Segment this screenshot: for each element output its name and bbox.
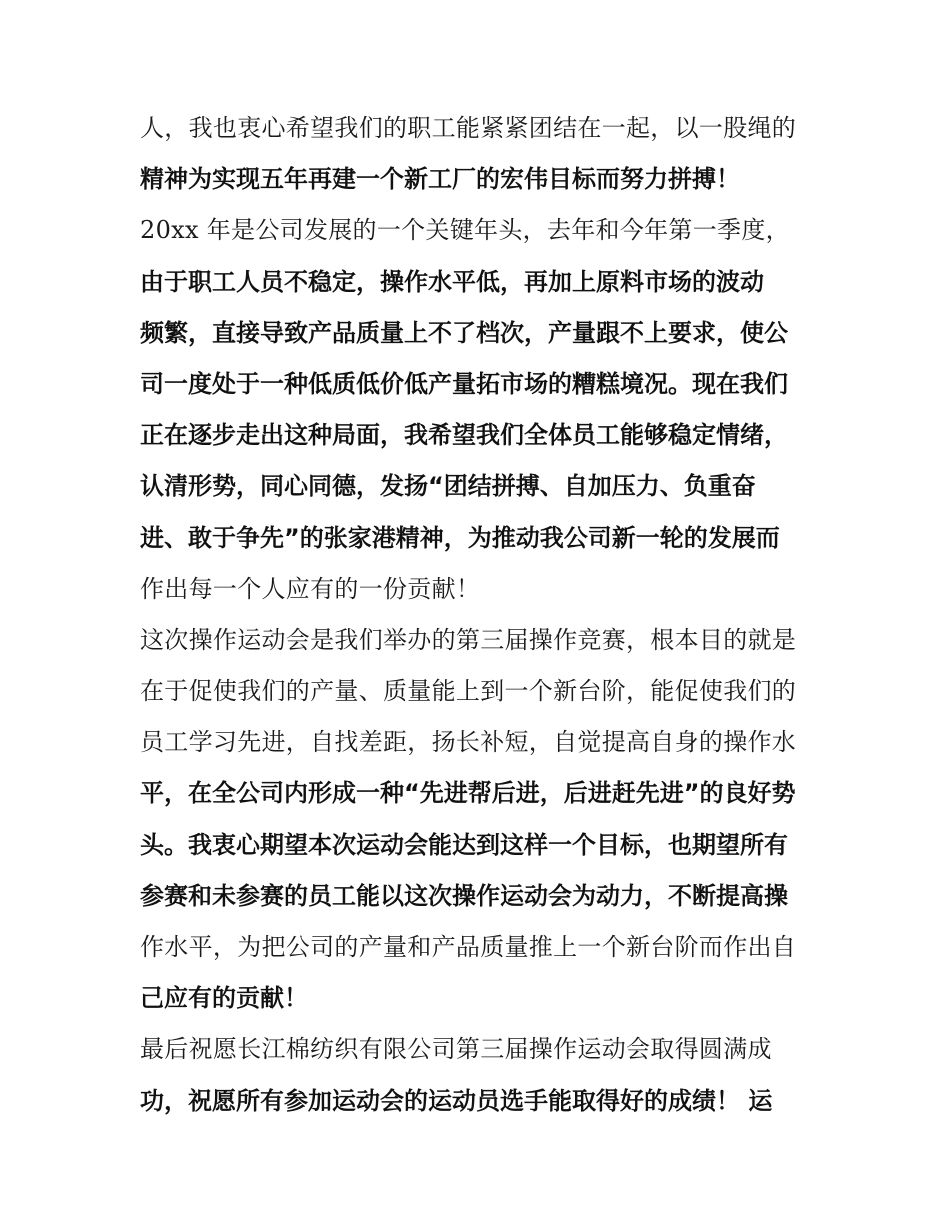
text-line: 在于促使我们的产量、质量能上到一个新台阶，能促使我们的 — [140, 677, 797, 706]
text-line: 作出每一个人应有的一份贡献！ — [140, 574, 481, 603]
text-line: 正在逐步走出这种局面，我希望我们全体员工能够稳定情绪， — [140, 421, 788, 450]
text-line: 员工学习先进，自找差距，扬长补短，自觉提高自身的操作水 — [140, 728, 797, 757]
text-line: 进、敢于争先”的张家港精神，为推动我公司新一轮的发展而 — [140, 523, 780, 552]
text-line: 己应有的贡献！ — [140, 984, 308, 1013]
text-line: 最后祝愿长江棉纺织有限公司第三届操作运动会取得圆满成 — [140, 1035, 772, 1064]
text-line: 头。我衷心期望本次运动会能达到这样一个目标，也期望所有 — [140, 830, 788, 859]
text-line: 这次操作运动会是我们举办的第三届操作竞赛，根本目的就是 — [140, 625, 797, 654]
text-line: 作水平，为把公司的产量和产品质量推上一个新台阶而作出自 — [140, 933, 797, 961]
text-line: 功，祝愿所有参加运动会的运动员选手能取得好的成绩！ 运 — [140, 1086, 773, 1115]
text-line: 人，我也衷心希望我们的职工能紧紧团结在一起，以一股绳的 — [140, 114, 797, 142]
text-line: 参赛和未参赛的员工能以这次操作运动会为动力，不断提高操 — [140, 881, 788, 910]
body-text — [140, 103, 830, 1127]
text-line: 精神为实现五年再建一个新工厂的宏伟目标而努力拼搏！ — [140, 165, 740, 194]
text-line: 司一度处于一种低质低价低产量拓市场的糟糕境况。现在我们 — [140, 369, 788, 398]
text-line: 频繁，直接导致产品质量上不了档次，产量跟不上要求，使公 — [140, 318, 788, 347]
text-line: 由于职工人员不稳定，操作水平低，再加上原料市场的波动 — [140, 267, 764, 296]
text-line: 认清形势，同心同德，发扬“团结拼搏、自加压力、负重奋 — [140, 472, 756, 501]
text-line: 20xx 年是公司发展的一个关键年头，去年和今年第一季度， — [140, 216, 790, 245]
text-line: 平，在全公司内形成一种“先进帮后进，后进赶先进”的良好势 — [140, 779, 796, 808]
